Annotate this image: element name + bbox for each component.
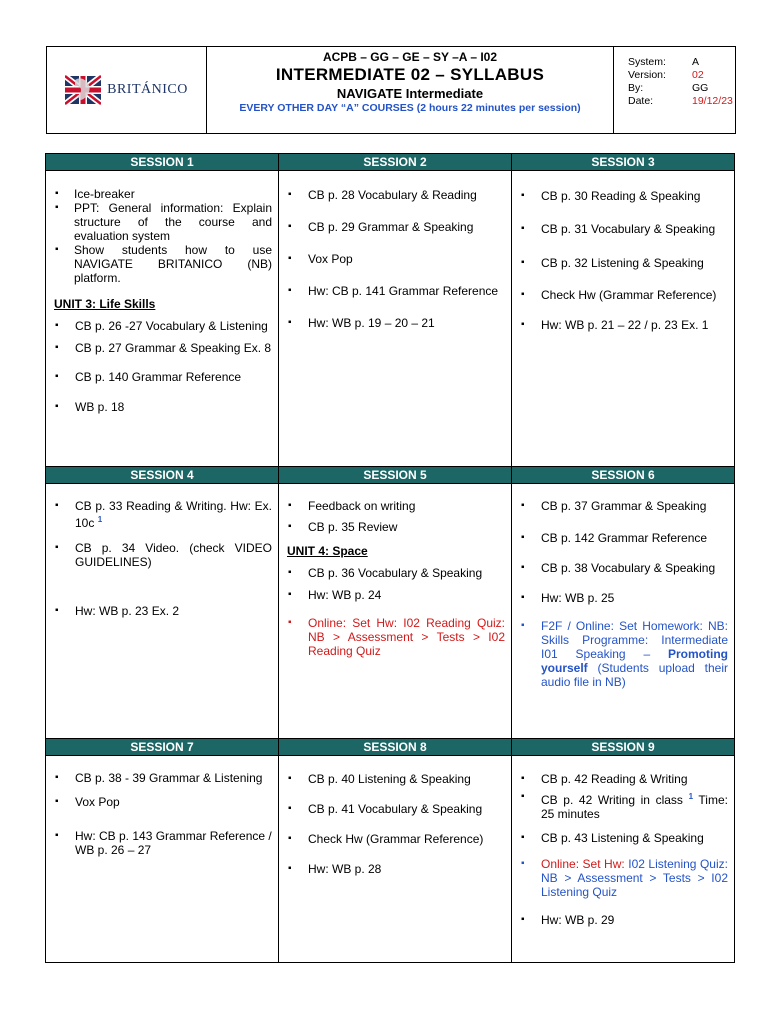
item-text: CB p. 42 Writing in class <box>541 793 683 807</box>
list-item: ▪ Show students how to use NAVIGATE BRITANICO (NB) platform. <box>54 243 272 285</box>
item-list <box>520 499 728 689</box>
meta-key: System: <box>628 56 666 68</box>
list-item: ▪ Hw: CB p. 143 Grammar Reference / WB p. 26 – 27 <box>54 829 272 857</box>
meta-row-version <box>628 69 735 82</box>
meta-value: 19/12/23 <box>692 95 733 107</box>
session-header: SESSION 6 <box>512 467 734 484</box>
list-item: ▪ CB p. 27 Grammar & Speaking Ex. 8 <box>54 341 272 355</box>
item-list <box>287 188 505 330</box>
meta-key: Date: <box>628 95 654 107</box>
list-item: ▪ CB p. 36 Vocabulary & Speaking <box>287 566 505 580</box>
session-cell-7 <box>46 739 279 962</box>
page-title: INTERMEDIATE 02 – SYLLABUS <box>275 65 545 84</box>
document-meta <box>614 47 735 133</box>
list-item <box>54 499 272 530</box>
online-quiz-item <box>520 857 728 899</box>
meta-row-by <box>628 82 735 95</box>
list-item: ▪ CB p. 41 Vocabulary & Speaking <box>287 802 505 816</box>
list-item: ▪ Check Hw (Grammar Reference) <box>520 288 728 302</box>
list-item: ▪ Hw: WB p. 19 – 20 – 21 <box>287 316 505 330</box>
f2f-text: Set Homework: NB: Skills Programme: Intermediate I01 Speaking – <box>541 619 728 661</box>
header-title-block <box>207 47 614 133</box>
session-header: SESSION 4 <box>46 467 278 484</box>
session-header: SESSION 8 <box>279 739 511 756</box>
list-item: ▪ CB p. 28 Vocabulary & Reading <box>287 188 505 202</box>
union-jack-lion-icon <box>65 72 101 108</box>
list-item: ▪ CB p. 30 Reading & Speaking <box>520 189 728 203</box>
online-quiz-item: ▪ Online: Set Hw: I02 Reading Quiz: NB > Assessment > Tests > I02 Reading Quiz <box>287 616 505 658</box>
session-header: SESSION 2 <box>279 154 511 171</box>
intro-list <box>54 187 272 285</box>
course-note: EVERY OTHER DAY “A” COURSES (2 hours 22 minutes per session) <box>239 102 581 114</box>
list-item: ▪ CB p. 35 Review <box>287 520 505 534</box>
session-header: SESSION 7 <box>46 739 278 756</box>
list-item: ▪ Vox Pop <box>54 795 272 809</box>
logo <box>47 47 207 133</box>
item-list <box>54 771 272 857</box>
meta-value: 02 <box>692 69 704 81</box>
online-label: Online: Set Hw: <box>541 857 625 871</box>
page-subtitle: NAVIGATE Intermediate <box>336 86 484 101</box>
item-text: CB p. 33 Reading & Writing. Hw: Ex. 10c <box>75 499 272 530</box>
list-item: ▪ Hw: CB p. 141 Grammar Reference <box>287 284 505 298</box>
session-cell-3 <box>512 154 734 466</box>
list-item: ▪ CB p. 31 Vocabulary & Speaking <box>520 222 728 236</box>
session-header: SESSION 5 <box>279 467 511 484</box>
item-list <box>54 499 272 618</box>
item-list <box>287 772 505 876</box>
document-code: ACPB – GG – GE – SY –A – I02 <box>322 50 498 64</box>
list-item: ▪ Hw: WB p. 25 <box>520 591 728 605</box>
online-text: I02 Listening Quiz: NB > Assessment > Tests > I02 Listening Quiz <box>541 857 728 899</box>
item-list <box>54 319 272 414</box>
meta-key: Version: <box>628 69 666 81</box>
unit-title: UNIT 3: Life Skills <box>54 297 156 311</box>
item-list <box>287 566 505 658</box>
session-header: SESSION 9 <box>512 739 734 756</box>
footnote-marker: 1 <box>688 792 694 801</box>
list-item: ▪ CB p. 43 Listening & Speaking <box>520 831 728 845</box>
unit-title: UNIT 4: Space <box>287 544 368 558</box>
session-cell-6 <box>512 467 734 738</box>
list-item: ▪ Hw: WB p. 29 <box>520 913 728 927</box>
list-item: ▪ WB p. 18 <box>54 400 272 414</box>
table-row <box>46 739 734 962</box>
list-item: ▪ CB p. 38 Vocabulary & Speaking <box>520 561 728 575</box>
list-item: ▪ CB p. 140 Grammar Reference <box>54 370 272 384</box>
session-cell-2 <box>279 154 512 466</box>
syllabus-table <box>45 153 735 963</box>
list-item: ▪ CB p. 42 Reading & Writing <box>520 772 728 786</box>
meta-row-system <box>628 56 735 69</box>
item-list <box>520 772 728 927</box>
list-item: ▪ Hw: WB p. 24 <box>287 588 505 602</box>
list-item: ▪ Hw: WB p. 23 Ex. 2 <box>54 604 272 618</box>
f2f-end: (Students upload their audio file in NB) <box>541 661 728 689</box>
session-cell-8 <box>279 739 512 962</box>
item-text-end: Time: 25 minutes <box>541 793 728 821</box>
list-item: ▪ CB p. 37 Grammar & Speaking <box>520 499 728 513</box>
list-item: ▪ Hw: WB p. 21 – 22 / p. 23 Ex. 1 <box>520 318 728 332</box>
list-item <box>520 790 728 821</box>
session-cell-1 <box>46 154 279 466</box>
list-item: ▪ Ice-breaker <box>54 187 272 201</box>
item-list <box>287 499 505 534</box>
list-item: ▪ CB p. 32 Listening & Speaking <box>520 256 728 270</box>
list-item: ▪ CB p. 29 Grammar & Speaking <box>287 220 505 234</box>
list-item: ▪ CB p. 34 Video. (check VIDEO GUIDELINES) <box>54 541 272 569</box>
list-item: ▪ PPT: General information: Explain structure of the course and evaluation system <box>54 201 272 243</box>
list-item: ▪ Vox Pop <box>287 252 505 266</box>
list-item: ▪ Check Hw (Grammar Reference) <box>287 832 505 846</box>
meta-key: By: <box>628 82 644 94</box>
item-list <box>520 189 728 332</box>
f2f-activity: Promoting yourself <box>541 647 728 675</box>
session-cell-4 <box>46 467 279 738</box>
list-item: ▪ CB p. 26 -27 Vocabulary & Listening <box>54 319 272 333</box>
meta-value: GG <box>692 82 709 94</box>
list-item: ▪ Hw: WB p. 28 <box>287 862 505 876</box>
session-header: SESSION 1 <box>46 154 278 171</box>
list-item: ▪ CB p. 142 Grammar Reference <box>520 531 728 545</box>
meta-row-date <box>628 95 735 108</box>
table-row <box>46 154 734 467</box>
table-row <box>46 467 734 739</box>
session-cell-9 <box>512 739 734 962</box>
f2f-label: F2F / Online: <box>541 619 614 633</box>
list-item: ▪ CB p. 38 - 39 Grammar & Listening <box>54 771 272 785</box>
list-item: ▪ Feedback on writing <box>287 499 505 513</box>
session-header: SESSION 3 <box>512 154 734 171</box>
document-header <box>46 46 736 134</box>
f2f-homework-item <box>520 619 728 689</box>
logo-text: BRITÁNICO <box>107 82 188 97</box>
session-cell-5 <box>279 467 512 738</box>
footnote-marker: 1 <box>97 515 103 524</box>
meta-value: A <box>692 56 700 68</box>
list-item: ▪ CB p. 40 Listening & Speaking <box>287 772 505 786</box>
